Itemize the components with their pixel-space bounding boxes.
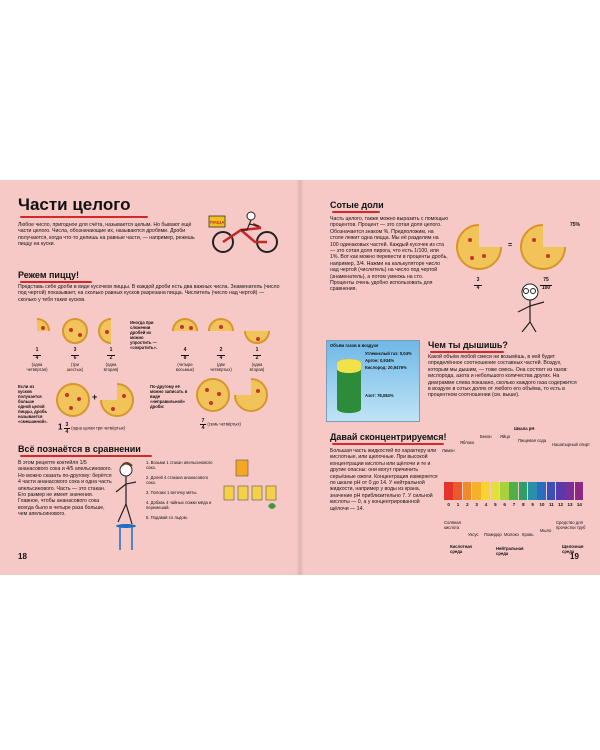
ph-bar <box>491 482 500 500</box>
page-number-left: 18 <box>18 552 27 561</box>
ph-bar <box>547 482 556 500</box>
pizza-three-sixths <box>62 318 88 344</box>
compare-heading-underline <box>20 455 152 457</box>
ph-bottom-item: Мыло <box>540 528 552 533</box>
ph-top-item: Нашатырный спирт <box>552 442 590 447</box>
concentrate-text: Большая часть жидкостей по характеру или кислотные, или щелочные. При высокой концентрации кислоты или щёлочи и те и другие опасны: они могут причинить серьёзные ожоги. Концентрация измеряется по шкале pH от 0 до 14. У нейтральной жидкости, например у воды из крана, значение pH приблизительно 7. У сильной кислоты — 0, а у концентрированной щёлочи — 14. <box>330 448 438 512</box>
breath-heading-underline <box>430 351 504 353</box>
ph-bar <box>556 482 565 500</box>
air-chart-title: Объём газов в воздухе <box>330 343 379 348</box>
pizza-heading-underline <box>20 281 92 283</box>
right-page <box>300 180 600 575</box>
pizza-half <box>98 318 124 344</box>
plus-sign: + <box>92 392 98 402</box>
pizza-three-quarters-2 <box>234 378 268 412</box>
recipe-step: 1. Возьми 1 стакан апельсинового сока. <box>146 460 213 470</box>
ph-bar <box>565 482 574 500</box>
fraction-75-100: 75 100 <box>541 277 551 292</box>
pizza-two-quarters <box>208 318 234 344</box>
compare-text: В этом рецепте коктейля 1/5 ананасового сока и 4/5 апельсинового. Но можно сказать по-другому: берётся 4 части ананасового сока и одна часть апельсинового. Часть — это стакан. Его размер не имеет значения. Главное, чтобы ананасового сока всегда было в четыре раза больше, чем апельсинового. <box>18 460 112 518</box>
pizza-bike-illustration <box>205 210 285 254</box>
concentrate-heading-underline <box>332 443 444 445</box>
ph-neutral-label: Нейтральная среда <box>496 546 524 556</box>
ph-bottom-item: Помидор <box>484 532 502 537</box>
ph-number: 8 <box>522 502 525 507</box>
ph-number: 6 <box>503 502 506 507</box>
breath-heading: Чем ты дышишь? <box>428 340 508 350</box>
pizza-text: Представь себе дроби в виде кусочков пиццы. В каждой дроби есть два важных числа. Знаменатель (число под чертой) показывает, на сколько равных кусков разрезана пицца. Числитель (число над чертой) — сколько у тебя таких кусков. <box>18 284 280 303</box>
ph-bar <box>519 482 528 500</box>
gas-row: Азот: 78,084% <box>365 393 394 398</box>
mixed-note: Если из кусков получается больше одной целой пиццы, дробь называется «смешанной». <box>18 384 48 424</box>
pizza-whole <box>56 383 90 417</box>
ph-top-item: Бекон <box>480 434 492 439</box>
recipe-steps <box>146 460 218 520</box>
pizza-percent-100 <box>520 224 566 270</box>
compare-heading: Всё познаётся в сравнении <box>18 444 141 454</box>
ph-number: 1 <box>456 502 460 507</box>
hundredths-heading-underline <box>332 211 380 213</box>
fraction-one-quarter: 1 4 (одна четвёртая) <box>26 347 48 372</box>
pizza-half-2 <box>244 318 270 344</box>
ph-bottom-item: Соляная кислота <box>444 520 461 530</box>
ph-top-item: Лимон <box>442 448 455 453</box>
fraction-one-half: 1 2 (одна вторая) <box>103 347 119 372</box>
page-title: Части целого <box>18 195 131 214</box>
ph-top-item: Яблоко <box>460 440 475 445</box>
book-spread <box>0 180 600 575</box>
air-cylinder-oxygen <box>337 359 361 373</box>
concentrate-heading: Давай сконцентрируемся! <box>330 432 447 442</box>
fraction-three-sixths: 3 6 (три шестых) <box>66 347 84 372</box>
bike-sign: ПИЦЦА <box>209 219 225 225</box>
ph-bar <box>472 482 481 500</box>
ph-bar <box>500 482 509 500</box>
ph-number: 0 <box>447 502 450 507</box>
ph-number: 11 <box>548 502 554 507</box>
ph-bar <box>453 482 462 500</box>
ph-bottom-item: Средство для прочистки труб <box>556 520 586 530</box>
ph-number: 12 <box>558 502 564 507</box>
scientist-illustration <box>500 282 558 332</box>
improper-note: По-другому её можно записать в виде «неправильной» дроби: <box>150 384 188 409</box>
ph-top-item: Пищевая сода <box>518 438 547 443</box>
breath-text: Какой объём любой смеси ни возьмёшь, в ней будет определённое соотношение составных частей. Воздух, которым мы дышим, — тоже смесь. Она состоит из газов: кислорода, азота и небольшого количества других. На диаграмме слева показано, сколько каждого газа содержится в воздухе в сотых долях от любого его объёма, то есть в процентном соотношении (см. выше). <box>428 354 577 399</box>
ph-bottom-item: Кровь <box>522 532 534 537</box>
recipe-step: 5. Подавай со льдом. <box>146 515 188 520</box>
percent-label: 75% <box>570 222 581 228</box>
ph-scale-title: Шкала pH <box>514 426 535 431</box>
mixed-number: $1 \frac{3}{4}$ (одна целая три четвёртых) <box>58 422 126 435</box>
ph-number: 2 <box>466 502 469 507</box>
hundredths-text: Часть целого, также можно выразить с помощью процентов. Процент — это сотая доля целого. Обозначается знаком %. Предположим, на столе лежит одна пицца. Мы её разделим на 100 одинаковых частей. Каждый кусочек из ста — это сотая доля пирога, что есть 1/100, или 1%. Вот как можно перевести в проценты дробь, например, 3/4. Нажми на калькуляторе число над чертой (числитель) на число под чертой (знаменатель), а потом умножь на сто. Проценты очень удобно использовать для сравнения. <box>330 216 448 293</box>
simplify-note: Иногда при сложении дробей их можно упростить — «сократить». <box>130 320 157 350</box>
juice-glasses-illustration <box>222 458 286 514</box>
ph-number: 13 <box>567 502 573 507</box>
recipe-step: 4. Добавь 4 чайных ложки мёда и перемешай. <box>146 500 212 510</box>
ph-number: 4 <box>484 502 488 507</box>
ph-bottom-item: Молоко <box>504 532 519 537</box>
equals-sign: = <box>508 242 513 249</box>
fraction-two-quarters: 2 4 (две четвёртых) <box>210 347 232 372</box>
ph-bar <box>537 482 546 500</box>
ph-scale <box>444 464 584 524</box>
ph-top-item: Яйцо <box>500 434 511 439</box>
ph-bottom-item: Уксус <box>468 532 479 537</box>
ph-bar <box>509 482 518 500</box>
ph-number: 3 <box>475 502 478 507</box>
ph-bar <box>528 482 537 500</box>
gas-row: Углекислый газ: 0,04% <box>365 351 412 356</box>
pizza-percent <box>456 224 502 270</box>
ph-bar <box>575 482 584 500</box>
ph-bar <box>481 482 490 500</box>
recipe-step: 3. Положи 1 веточку мяты. <box>146 490 198 495</box>
ph-number: 9 <box>531 502 534 507</box>
gas-row: Кислород: 20,9476% <box>365 365 407 370</box>
ph-bar <box>463 482 472 500</box>
title-underline <box>20 216 148 218</box>
recipe-step: 2. Долей 4 стакана ананасового сока. <box>146 475 209 485</box>
ph-number: 10 <box>539 502 545 507</box>
air-gas-chart <box>326 340 420 422</box>
pizza-four-eighths <box>172 318 198 344</box>
pizza-three-quarters <box>100 383 134 417</box>
girl-on-stool-illustration <box>110 460 142 552</box>
ph-acid-label: Кислотная среда <box>450 544 472 554</box>
fraction-three-quarters: 3 4 <box>476 277 480 292</box>
fraction-four-eighths: 4 8 (четыре восьмых) <box>175 347 195 372</box>
pizza-slice-quarter <box>24 318 50 344</box>
ph-base-label: Щелочная среда <box>562 544 584 554</box>
fraction-one-half-2: 1 2 (одна вторая) <box>249 347 265 372</box>
ph-bar <box>444 482 453 500</box>
improper-fraction: $\frac{7}{4}$ (семь четвёртых) <box>201 418 241 431</box>
gas-row: Аргон: 0,934% <box>365 358 395 363</box>
left-page <box>0 180 300 575</box>
pizza-whole-2 <box>196 378 230 412</box>
intro-text: Любое число, пригодное для счёта, называется целым. Но бывают ещё части целого. Числа, обозначающие их, называются дробями. Дроби получаются, когда что-то делишь на равные части, — например, режешь пиццу на куски. <box>18 222 195 248</box>
ph-number: 14 <box>576 502 582 507</box>
ph-number: 5 <box>494 502 497 507</box>
ph-number: 7 <box>512 502 516 507</box>
page-number-right: 19 <box>570 552 579 561</box>
hundredths-heading: Сотые доли <box>330 200 384 210</box>
pizza-heading: Режем пиццу! <box>18 270 80 280</box>
